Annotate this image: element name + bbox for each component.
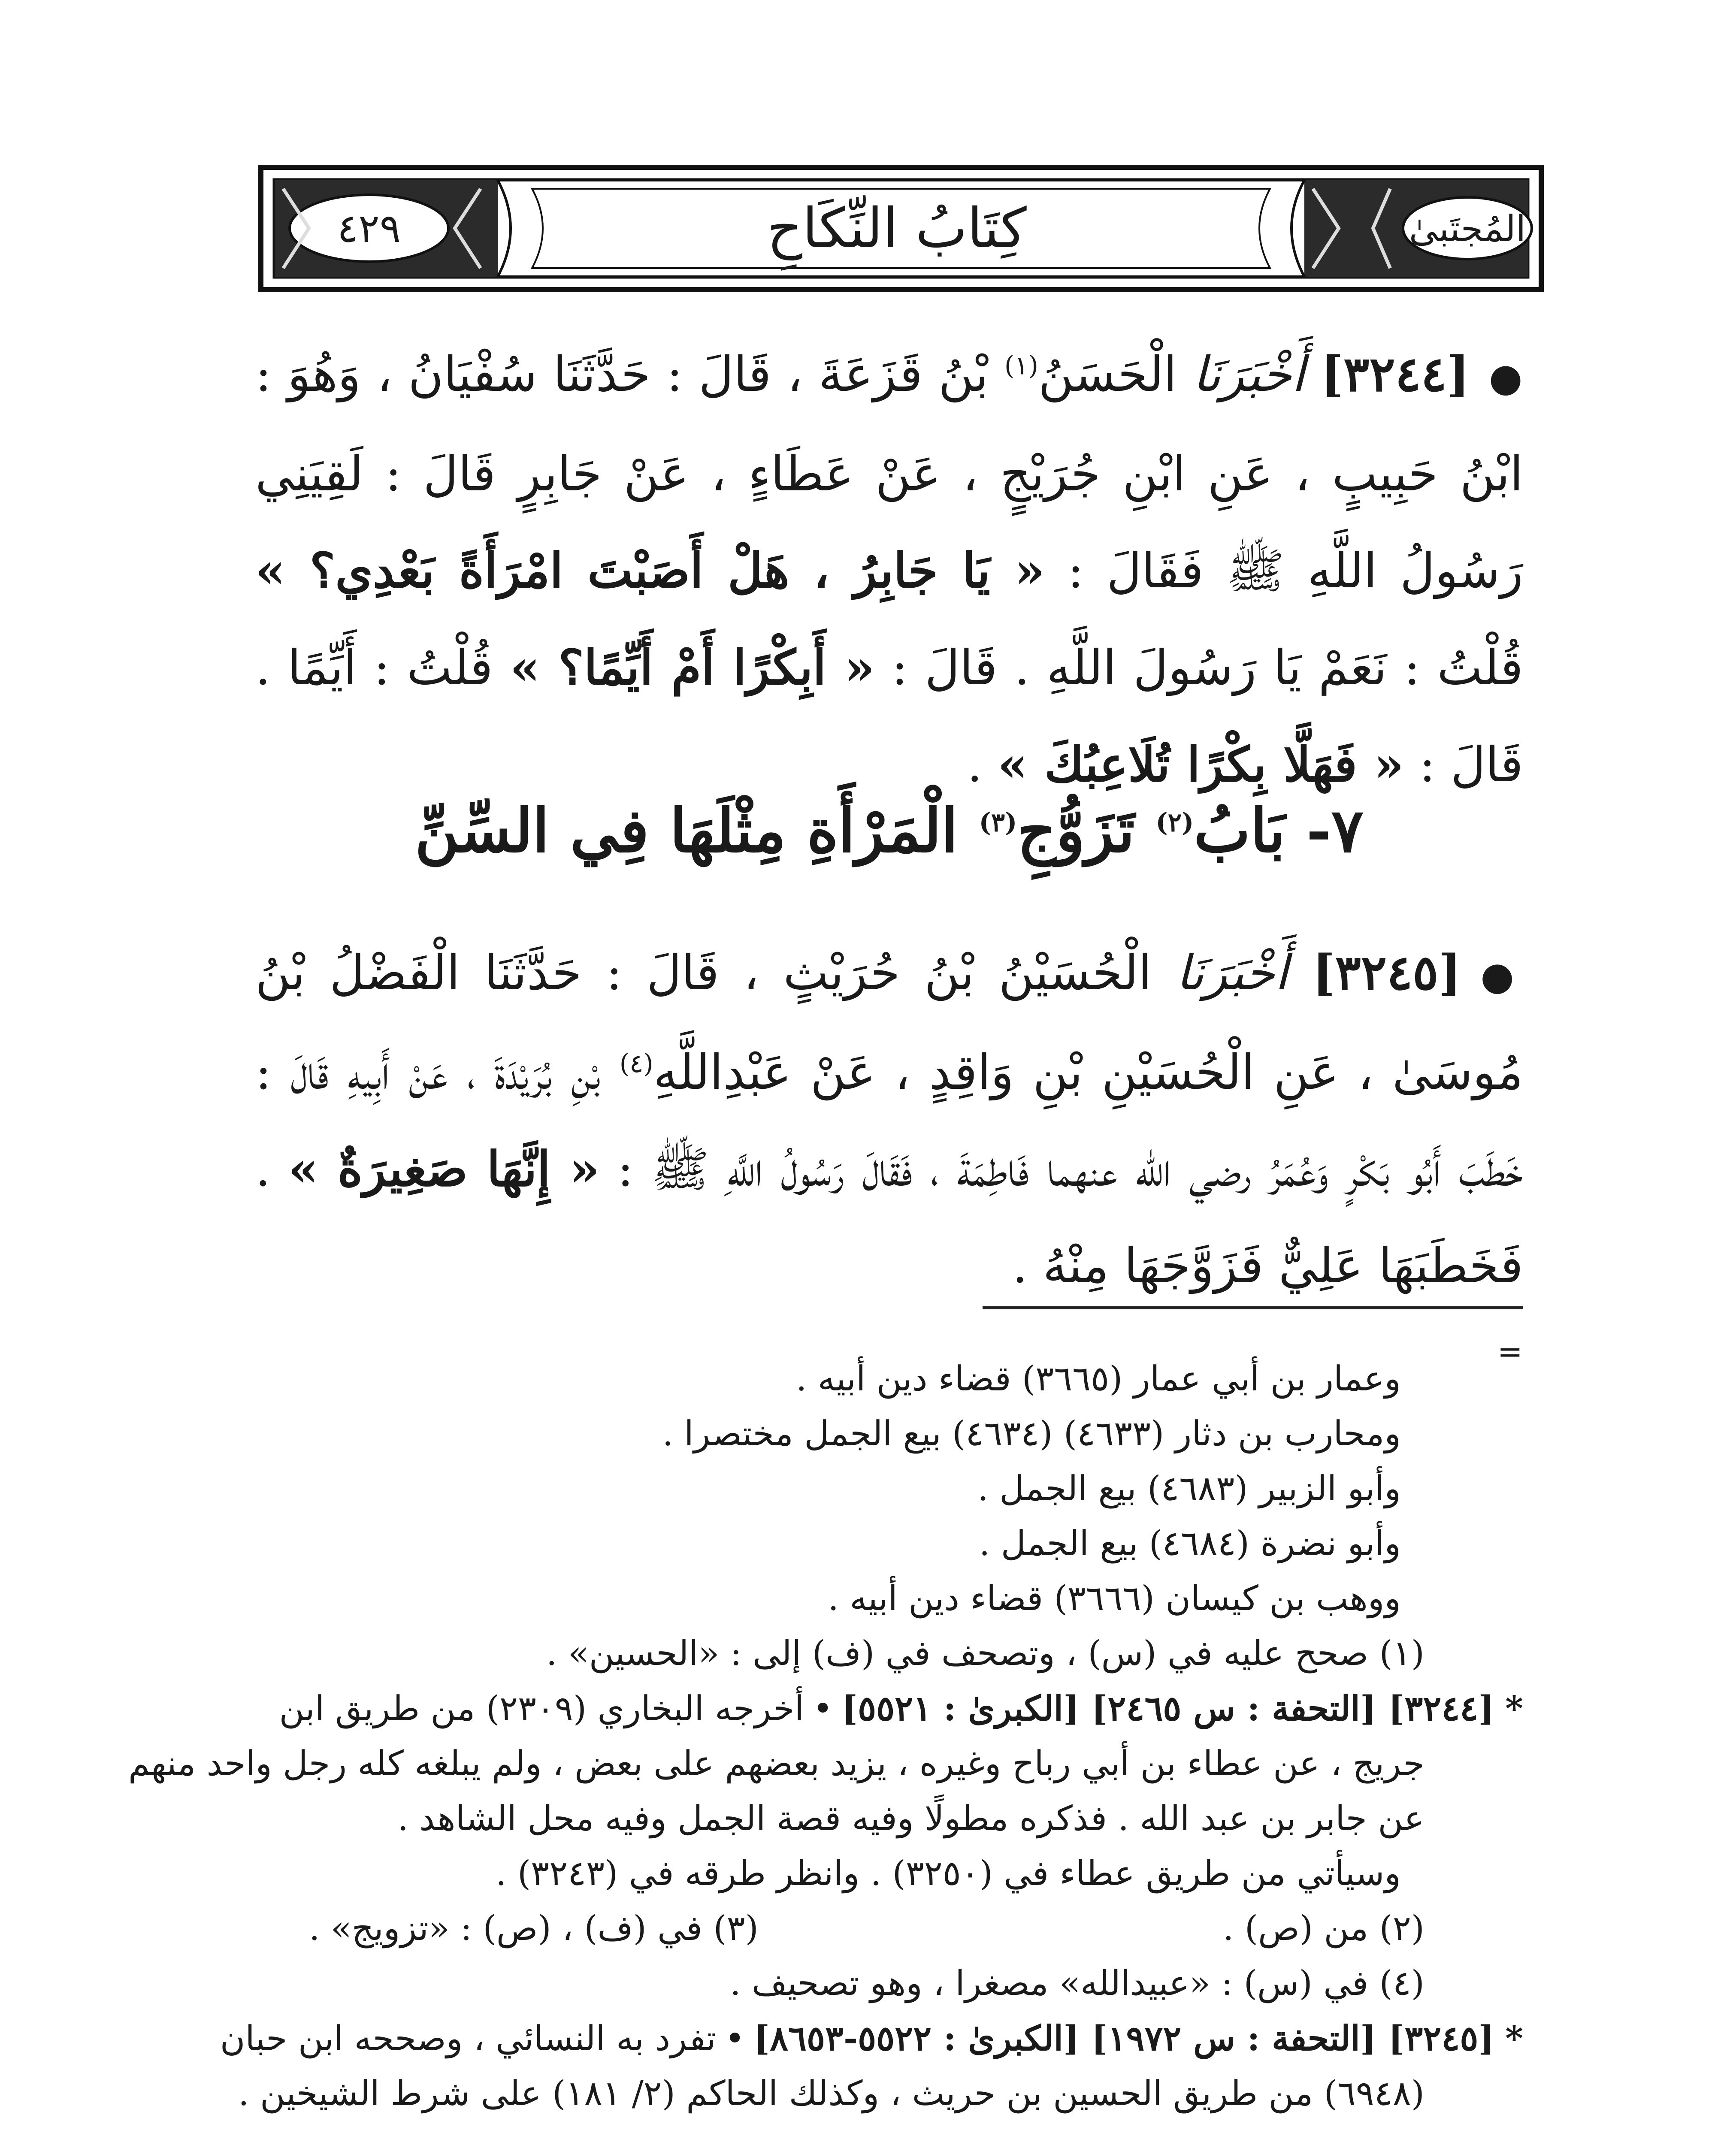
dot-icon: •	[813, 1689, 833, 1728]
takhrij-3245	[220, 2011, 1523, 2066]
footnotes-2-3	[240, 1901, 1523, 1956]
footnote-3: (٣) في (ف) ، (ص) : «تزويج» .	[309, 1908, 759, 1948]
note-line: وعمار بن أبي عمار (٣٦٦٥) قضاء دين أبيه .	[795, 1359, 1401, 1399]
note-line: ووهب بن كيسان (٣٦٦٦) قضاء دين أبيه .	[828, 1578, 1401, 1618]
akhbarana-word: أَخْبَرَنَا	[1192, 347, 1305, 402]
hadith-text: . فَخَطَبَهَا عَلِيٌّ فَزَوَّجَهَا مِنْهُ .	[255, 1142, 1523, 1294]
section-word: الْمَرْأَةِ مِثْلَهَا فِي السِّنِّ	[415, 796, 979, 866]
section-heading	[255, 796, 1523, 882]
footnote-ref: (٣)	[979, 807, 1017, 838]
hadith-text: الْحَسَنُ	[1038, 347, 1193, 402]
hadith-text: بْنِ بُرَيْدَةَ ، عَنْ أَبِيهِ قَالَ : خَطَبَ أَبُو بَكْرٍ وَعُمَرُ رضي الله عنهما فَاطِمَةَ ، فَقَالَ رَسُولُ اللَّهِ ﷺ :	[255, 1045, 1524, 1197]
footnote-pair	[309, 1901, 1424, 1956]
hadith-number: [٣٢٤٥]	[1312, 945, 1461, 1001]
dot-icon: •	[725, 2018, 745, 2058]
takhrij-text: تفرد به النسائي ، وصححه ابن حبان	[220, 2018, 717, 2058]
section-word: تَزَوُّجِ	[1017, 796, 1156, 866]
note-line: ومحارب بن دثار (٤٦٣٣) (٤٦٣٤) بيع الجمل مختصرا .	[662, 1414, 1401, 1453]
takhrij-text: أخرجه البخاري (٢٣٠٩) من طريق ابن	[279, 1689, 804, 1728]
prophetic-quote: « إِنَّهَا صَغِيرَةٌ »	[288, 1141, 600, 1197]
prophetic-quote: « أَبِكْرًا أَمْ أَيِّمًا؟ »	[510, 640, 875, 696]
page-number: ٤٢٩	[337, 205, 401, 251]
takhrij-line: جريج ، عن عطاء بن أبي رباح وغيره ، يزيد بعضهم على بعض ، ولم يبلغه كله رجل واحد منهم	[128, 1743, 1424, 1783]
page-header	[257, 163, 1545, 294]
takhrij-ref: [٣٢٤٥] [التحفة : س ١٩٧٢] [الكبرىٰ : ٥٥٢٢-٨٦٥٣]	[753, 2018, 1495, 2058]
takhrij-line: (٦٩٤٨) من طريق الحسين بن حريث ، وكذلك الحاكم (٢/ ١٨١) على شرط الشيخين .	[238, 2073, 1424, 2113]
section-number: ٧-	[1306, 796, 1364, 866]
star-icon: *	[1505, 2018, 1523, 2058]
note-line: وأبو نضرة (٤٦٨٤) بيع الجمل .	[979, 1523, 1401, 1563]
continuation-marker: =	[1497, 1334, 1523, 1369]
hadith-text: الْحُسَيْنُ بْنُ حُرَيْثٍ ، قَالَ : حَدَّثَنَا الْفَضْلُ بْنُ مُوسَىٰ ، عَنِ الْحُسَيْنِ بْنِ وَاقِدٍ ، عَنْ عَبْدِاللَّهِ	[255, 945, 1524, 1100]
akhbarana-word: أَخْبَرَنَا	[1176, 945, 1288, 1001]
note-line: وأبو الزبير (٤٦٨٣) بيع الجمل .	[977, 1468, 1401, 1508]
bullet-icon: ●	[1480, 954, 1524, 999]
series-title: المُجتَبىٰ	[1409, 207, 1526, 250]
bullet-icon: ●	[1488, 355, 1524, 400]
section-word: بَابُ	[1194, 796, 1307, 866]
hadith-text: بْنُ قَزَعَةَ ، قَالَ : حَدَّثَنَا سُفْيَانُ ، وَهُوَ : ابْنُ حَبِيبٍ ، عَنِ ابْنِ جُرَيْجٍ ، عَنْ عَطَاءٍ ، عَنْ جَابِرٍ قَالَ : لَقِيَنِي رَسُولُ اللَّهِ ﷺ فَقَالَ :	[255, 347, 1524, 599]
footnote-2: (٢) من (ص) .	[1222, 1908, 1424, 1948]
footnotes-block	[128, 1351, 1523, 2121]
star-icon: *	[1505, 1688, 1523, 1728]
footnote-ref: (٢)	[1155, 807, 1194, 838]
takhrij-line: وسيأتي من طريق عطاء في (٣٢٥٠) . وانظر طرقه في (٣٢٤٣) .	[496, 1853, 1401, 1893]
footnote-ref: (١)	[1004, 350, 1038, 381]
takhrij-ref: [٣٢٤٤] [التحفة : س ٢٤٦٥] [الكبرىٰ : ٥٥٢١]	[841, 1688, 1495, 1728]
chapter-title: كِتَابُ النِّكَاحِ	[767, 196, 1027, 260]
footnote-ref: (٤)	[619, 1048, 653, 1079]
prophetic-quote: « فَهَلَّا بِكْرًا تُلَاعِبُكَ »	[998, 737, 1404, 793]
prophetic-quote: « يَا جَابِرُ ، هَلْ أَصَبْتَ امْرَأَةً بَعْدِي؟ »	[255, 543, 1045, 599]
takhrij-line: عن جابر بن عبد الله . فذكره مطولًا وفيه قصة الجمل وفيه محل الشاهد .	[397, 1798, 1424, 1838]
hadith-text: قُلْتُ : نَعَمْ يَا رَسُولَ اللَّهِ . قَالَ :	[874, 640, 1524, 696]
footnote-1: (١) صحح عليه في (س) ، وتصحف في (ف) إلى : «الحسين» .	[546, 1633, 1424, 1673]
hadith-text: .	[967, 737, 998, 793]
hadith-text: قُلْتُ : أَيِّمًا . قَالَ :	[255, 640, 1523, 793]
hadith-number: [٣٢٤٤]	[1321, 346, 1470, 402]
takhrij-3244	[240, 1681, 1523, 1736]
footnote-4: (٤) في (س) : «عبيدالله» مصغرا ، وهو تصحيف .	[730, 1963, 1424, 2003]
hadith-3244	[255, 326, 1523, 813]
hadith-3245	[255, 924, 1523, 1314]
footnote-separator	[983, 1306, 1523, 1309]
